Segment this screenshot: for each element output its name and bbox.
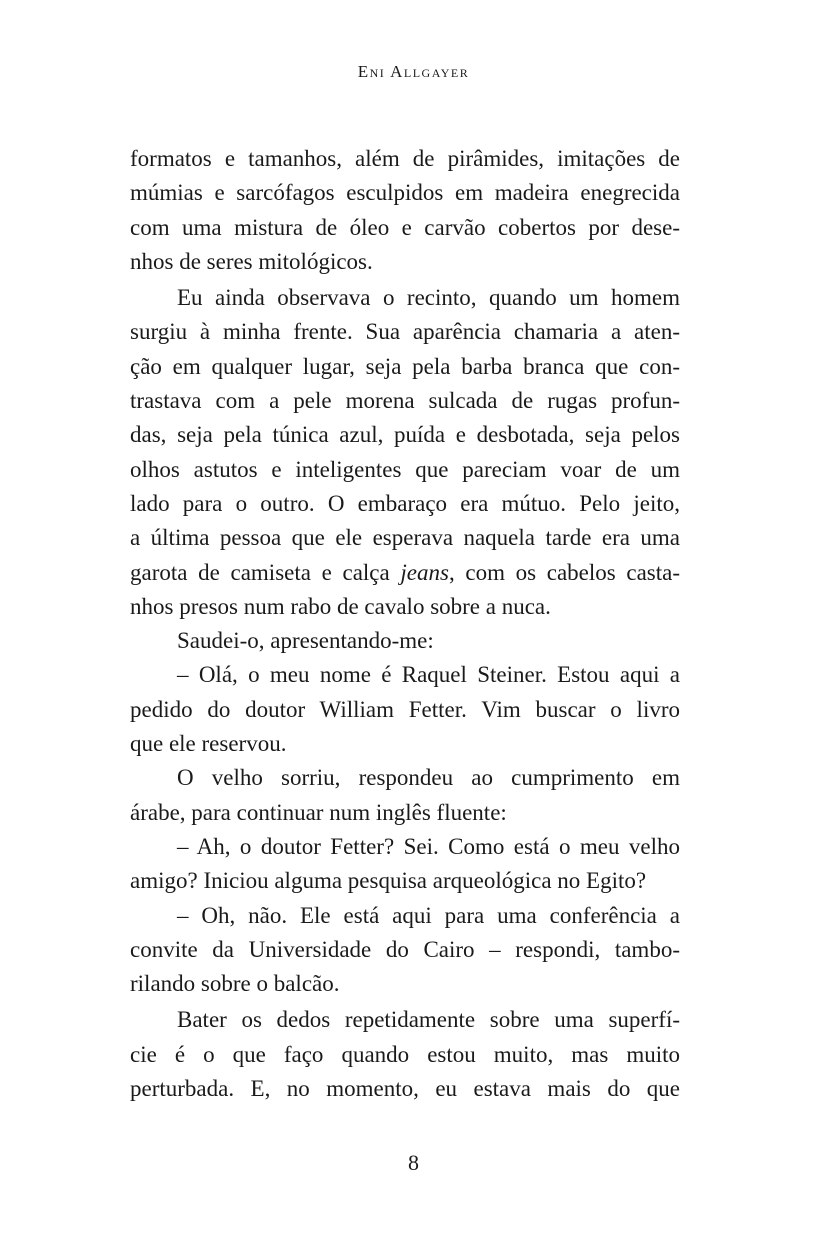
text-line [130, 556, 680, 590]
text-line: nhos de seres mitológicos. [130, 248, 373, 274]
running-head: Eni Allgayer [357, 62, 470, 81]
text-line: Eu ainda observava o recinto, quando um homem [177, 285, 680, 311]
text-line: – Oh, não. Ele está aqui para uma conferência a [177, 902, 680, 928]
text-line: lado para o outro. O embaraço era mútuo. Pelo jeito, [130, 490, 680, 516]
text-line: olhos astutos e inteligentes que pareciam voar de um [130, 456, 680, 482]
text-line: pedido do doutor William Fetter. Vim buscar o livro [130, 696, 680, 722]
text-line: O velho sorriu, respondeu ao cumprimento em [177, 765, 680, 791]
text-line: nhos presos num rabo de cavalo sobre a nuca. [130, 593, 551, 619]
text-line: – Ah, o doutor Fetter? Sei. Como está o meu velho [177, 833, 680, 859]
text-line: convite da Universidade do Cairo – respondi, tambo- [130, 936, 680, 962]
text-line: a última pessoa que ele esperava naquela tarde era uma [130, 525, 680, 551]
line-segment: garota de camiseta e calça [130, 559, 401, 585]
text-line: – Olá, o meu nome é Raquel Steiner. Estou aqui a [177, 662, 680, 688]
text-line: Saudei-o, apresentando-me: [177, 628, 434, 654]
text-line: surgiu à minha frente. Sua aparência chamaria a aten- [130, 319, 680, 345]
text-line: árabe, para continuar num inglês fluente: [130, 799, 507, 825]
text-line: ção em qualquer lugar, seja pela barba branca que con- [130, 353, 680, 379]
text-line: das, seja pela túnica azul, puída e desbotada, seja pelos [130, 422, 680, 448]
text-line: Bater os dedos repetidamente sobre uma superfí- [177, 1007, 680, 1033]
text-line: cie é o que faço quando estou muito, mas muito [130, 1041, 680, 1067]
body-text [130, 142, 680, 1106]
text-line: que ele reservou. [130, 731, 287, 757]
text-line: rilando sobre o balcão. [130, 971, 340, 997]
text-line: trastava com a pele morena sulcada de rugas profun- [130, 388, 680, 414]
line-segment: , com os cabelos casta- [448, 559, 680, 585]
text-line: múmias e sarcófagos esculpidos em madeira enegrecida [130, 180, 680, 206]
text-line: com uma mistura de óleo e carvão cobertos por dese- [130, 214, 680, 240]
text-line: formatos e tamanhos, além de pirâmides, imitações de [130, 146, 680, 171]
text-line: perturbada. E, no momento, eu estava mais do que [130, 1076, 680, 1102]
text-line: amigo? Iniciou alguma pesquisa arqueológica no Egito? [130, 868, 647, 894]
page-number: 8 [408, 1150, 419, 1175]
italic-word: jeans [400, 559, 449, 585]
